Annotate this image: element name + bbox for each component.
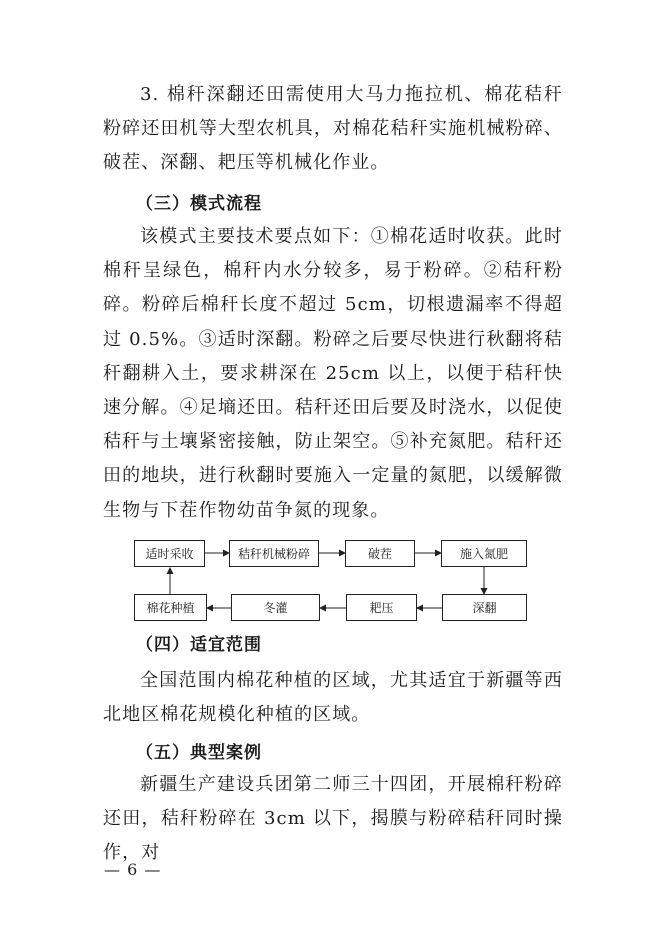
heading-typical-case: （五）典型案例 — [136, 743, 262, 763]
flow-step-straw-crushing: 秸秆机械粉碎 — [229, 540, 319, 567]
flow-step-harvest: 适时采收 — [134, 540, 205, 567]
flow-step-cotton-planting: 棉花种植 — [134, 594, 207, 621]
page-number: — 6 — — [104, 860, 162, 879]
paragraph-machinery: 3. 棉秆深翻还田需使用大马力拖拉机、棉花秸秆粉碎还田机等大型农机具，对棉花秸秆实施机械粉碎、破茬、深翻、耙压等机械化作业。 — [103, 84, 563, 174]
flow-step-harrowing: 耙压 — [346, 594, 417, 621]
heading-applicable-scope: （四）适宜范围 — [136, 635, 262, 655]
flow-step-deep-plowing: 深翻 — [442, 594, 527, 621]
flow-step-stubble-breaking: 破茬 — [345, 540, 415, 567]
paragraph-scope: 全国范围内棉花种植的区域，尤其适宜于新疆等西北地区棉花规模化种植的区域。 — [103, 670, 563, 726]
paragraph-technical-points: 该模式主要技术要点如下：①棉花适时收获。此时棉秆呈绿色，棉秆内水分较多，易于粉碎。②秸秆粉碎。粉碎后棉秆长度不超过 5cm，切根遗漏率不得超过 0.5%。③适时深翻。粉碎之后要尽快进行秋翻将秸秆翻耕入土，要求耕深在 25cm 以上，以便于秸秆快速分解。④足墒还田。秸秆还田后要及时浇水，以促使秸秆与土壤紧密接触，防止架空。⑤补充氮肥。秸秆还田的地块，进行秋翻时要施入一定量的氮肥，以缓解微生物与下茬作物幼苗争氮的现象。 — [103, 226, 563, 521]
paragraph-case: 新疆生产建设兵团第二师三十四团，开展棉秆粉碎还田，秸秆粉碎在 3cm 以下，揭膜与粉碎秸秆同时操作，对 — [103, 774, 563, 864]
flow-step-nitrogen: 施入氮肥 — [441, 540, 527, 567]
heading-mode-process: （三）模式流程 — [136, 194, 262, 214]
flow-step-winter-irrigation: 冬灌 — [231, 594, 320, 621]
